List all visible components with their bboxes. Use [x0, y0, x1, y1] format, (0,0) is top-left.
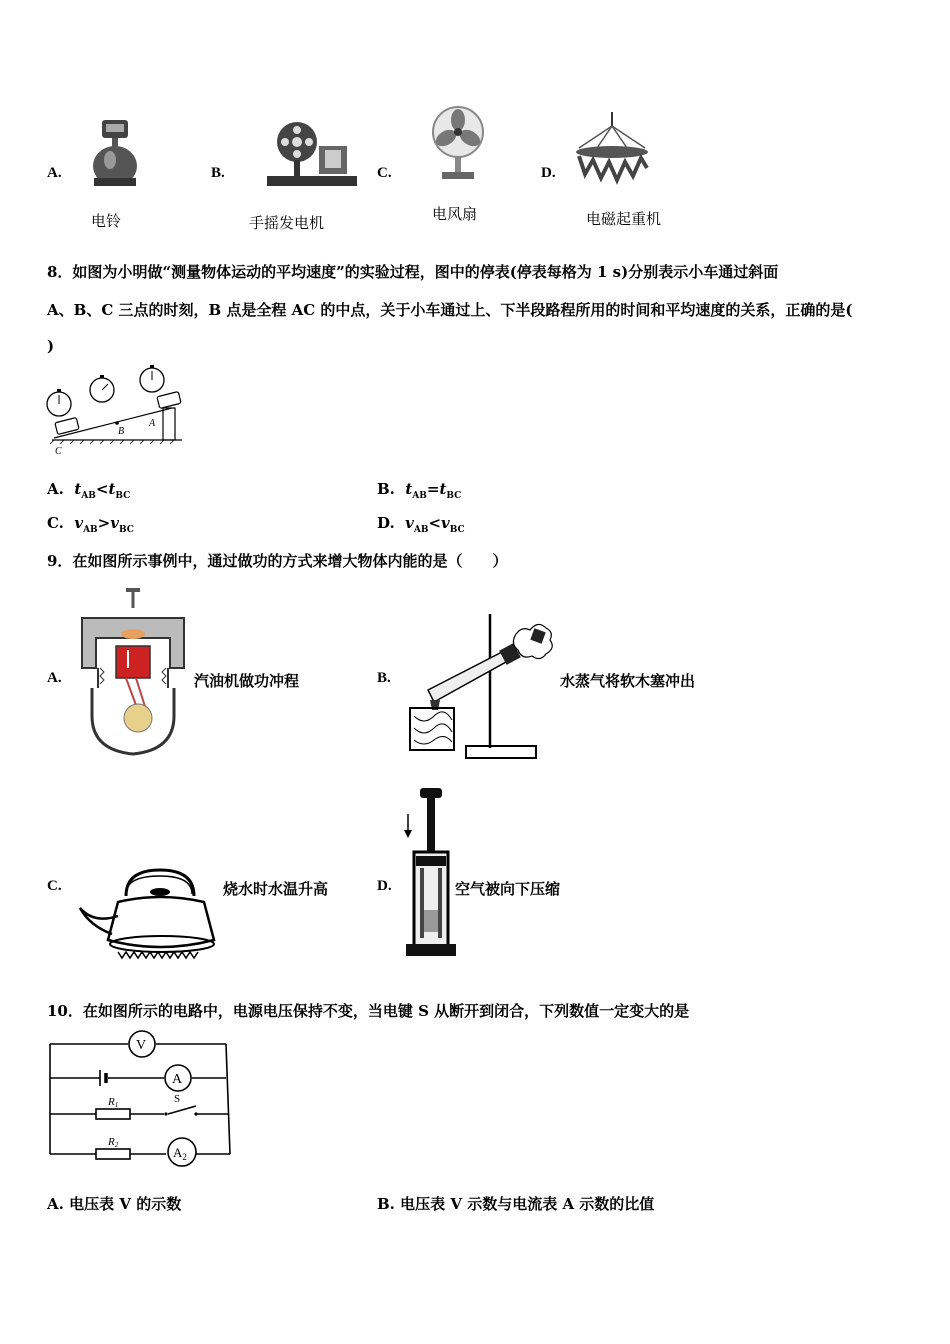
- gasoline-engine-figure: [78, 588, 190, 758]
- q7-option-d-letter[interactable]: D.: [541, 165, 556, 181]
- test-tube-steam-figure: [406, 608, 556, 763]
- q7-option-b-caption: 手摇发电机: [249, 214, 325, 232]
- point-b-label: B: [118, 426, 125, 437]
- stopwatch-c-icon: [47, 389, 71, 416]
- hand-generator-icon: [267, 118, 359, 190]
- q8-stem-line3: ): [47, 337, 55, 355]
- q7-option-b-letter[interactable]: B.: [211, 165, 225, 181]
- ammeter-a2-label: $A_2$: [173, 1145, 187, 1162]
- ammeter-a-label: A: [172, 1072, 183, 1087]
- stopwatch-a-icon: [140, 365, 164, 392]
- q8-stem-line1: 8．如图为小明做“测量物体运动的平均速度”的实验过程，图中的停表(停表每格为 1 s)分别表示小车通过斜面: [47, 263, 779, 281]
- q8-option-c[interactable]: C. $v_{AB}>v_{BC}$: [47, 514, 134, 535]
- q9-option-d-letter[interactable]: D.: [377, 878, 392, 894]
- q8-option-d[interactable]: D. $v_{AB}<v_{BC}$: [377, 514, 465, 535]
- stopwatch-b-icon: [90, 375, 114, 402]
- q9-option-d-caption: 空气被向下压缩: [455, 880, 561, 898]
- point-a-label: A: [149, 418, 156, 429]
- q9-option-a-letter[interactable]: A.: [47, 670, 62, 686]
- q8-incline-figure: [42, 364, 192, 459]
- electric-fan-icon: [430, 106, 490, 182]
- r1-label: R1: [108, 1096, 119, 1109]
- q9-stem: 9．在如图所示事例中，通过做功的方式来增大物体内能的是（ ）: [47, 552, 508, 570]
- q7-option-d-caption: 电磁起重机: [586, 210, 662, 228]
- switch-s-label: S: [174, 1093, 181, 1105]
- electric-bell-icon: [92, 118, 140, 190]
- q10-option-a[interactable]: A. 电压表 V 的示数: [47, 1195, 182, 1213]
- q10-stem: 10．在如图所示的电路中，电源电压保持不变，当电键 S 从断开到闭合，下列数值一定变大的是: [47, 1002, 690, 1020]
- q8-option-b[interactable]: B. $t_{AB}=t_{BC}$: [377, 480, 462, 501]
- r2-label: R2: [108, 1136, 119, 1149]
- q7-option-c-caption: 电风扇: [432, 205, 478, 223]
- q8-option-a[interactable]: A. $t_{AB}<t_{BC}$: [47, 480, 131, 501]
- q7-option-a-letter[interactable]: A.: [47, 165, 62, 181]
- q7-option-a-caption: 电铃: [91, 212, 122, 230]
- q9-option-a-caption: 汽油机做功冲程: [194, 672, 300, 690]
- q9-option-c-letter[interactable]: C.: [47, 878, 62, 894]
- air-compression-cylinder-figure: [402, 786, 458, 962]
- q9-option-c-caption: 烧水时水温升高: [223, 880, 329, 898]
- q9-option-b-caption: 水蒸气将软木塞冲出: [560, 672, 696, 690]
- point-c-label: C: [55, 446, 62, 457]
- kettle-figure: [78, 868, 224, 960]
- q10-circuit-diagram: [46, 1030, 238, 1164]
- voltmeter-label: V: [136, 1038, 147, 1053]
- electromagnetic-crane-icon: [573, 112, 651, 184]
- q8-stem-line2: A、B、C 三点的时刻，B 点是全程 AC 的中点，关于小车通过上、下半段路程所用的时间和平均速度的关系，正确的是(: [47, 301, 853, 319]
- q10-option-b[interactable]: B. 电压表 V 示数与电流表 A 示数的比值: [377, 1195, 655, 1213]
- q9-option-b-letter[interactable]: B.: [377, 670, 391, 686]
- q7-option-c-letter[interactable]: C.: [377, 165, 392, 181]
